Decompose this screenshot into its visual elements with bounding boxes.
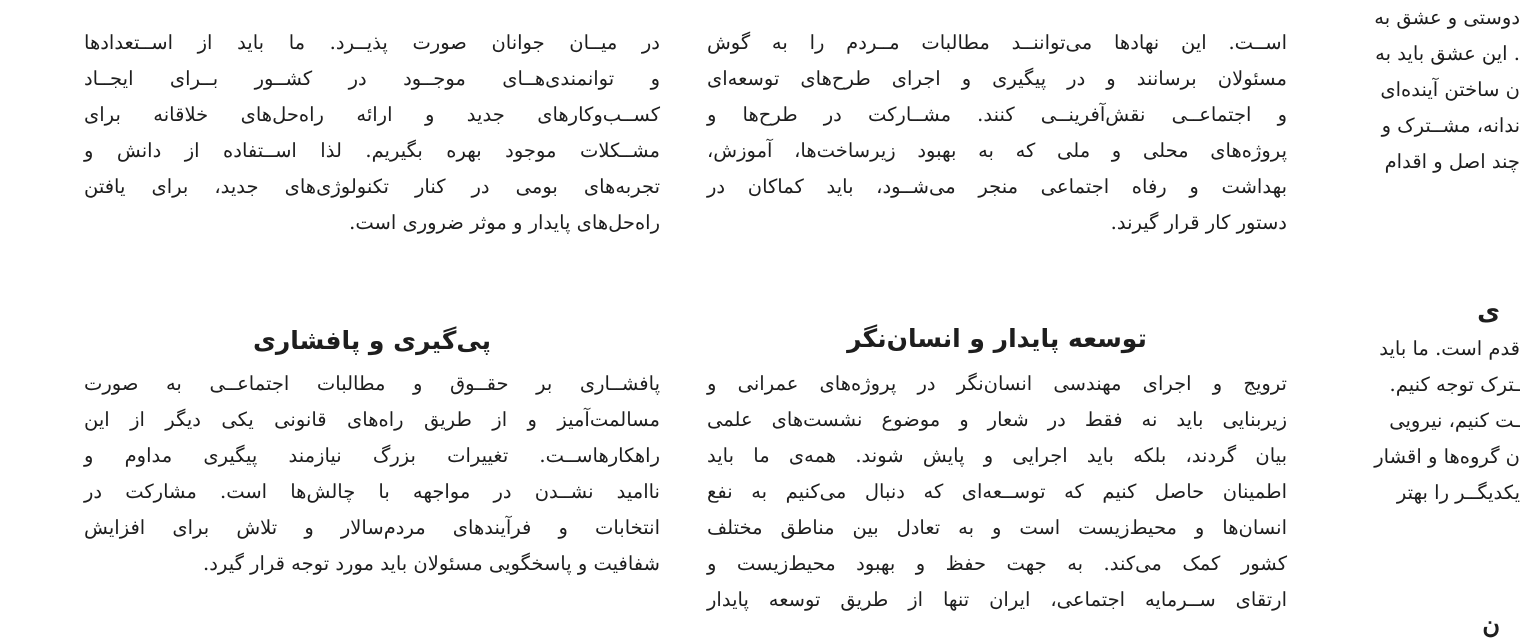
text-line: راه‌حل‌های پایدار و موثر ضروری است. bbox=[349, 211, 660, 234]
text-line: در میــان جوانان صورت پذیــرد. ما باید از اســتعدادها bbox=[84, 31, 660, 54]
text-line: پافشــاری بر حقــوق و مطالبات اجتماعــی به صورت bbox=[84, 372, 660, 395]
text-line: مسئولان برسانند و در پیگیری و اجرای طرح‌های توسعه‌ای bbox=[707, 67, 1287, 90]
heading-right-fragment: ی bbox=[1477, 297, 1500, 326]
text-line: انتخابات و فرآیندهای مردم‌سالار و تلاش برای افزایش bbox=[84, 516, 660, 539]
text-line: زیربنایی باید نه فقط در شعار و موضوع نشست‌های علمی bbox=[707, 408, 1287, 431]
text-line: ـت کنیم، نیرویی bbox=[1389, 409, 1520, 432]
text-line: ن ساختن آینده‌ای bbox=[1380, 78, 1520, 101]
text-line: ن گروه‌ها و اقشار bbox=[1374, 445, 1520, 468]
text-line: کســب‌وکارهای جدید و ارائه راه‌حل‌های خلاقانه برای bbox=[84, 103, 660, 126]
text-line: شفافیت و پاسخگویی مسئولان باید مورد توجه قرار گیرد. bbox=[203, 552, 660, 575]
cut-off-heading-fragment: ن bbox=[1482, 610, 1500, 639]
text-line: و اجتماعــی نقش‌آفرینــی کنند. مشــارکت در طرح‌ها و bbox=[707, 103, 1287, 126]
text-line: ناامید نشــدن در مواجهه با چالش‌ها است. مشارکت در bbox=[84, 480, 660, 503]
text-line: چند اصل و اقدام bbox=[1384, 150, 1520, 173]
right-column-bottom-fragment bbox=[1300, 331, 1520, 511]
text-line: بیان گردند، بلکه باید اجرایی و پایش شوند. همه‌ی ما باید bbox=[707, 444, 1287, 467]
text-line: انسان‌ها و محیط‌زیست است و به تعادل بین مناطق مختلف bbox=[707, 516, 1287, 539]
middle-column-bottom-text bbox=[707, 366, 1287, 618]
text-line: دستور کار قرار گیرند. bbox=[1110, 211, 1287, 234]
heading-persistence: پی‌گیری و پافشاری bbox=[252, 326, 492, 355]
text-line: تجربه‌های بومی در کنار تکنولوژی‌های جدید، برای یافتن bbox=[84, 175, 660, 198]
text-line: اطمینان حاصل کنیم که توســعه‌ای که دنبال می‌کنیم به نفع bbox=[707, 480, 1287, 503]
heading-sustainable-development: توسعه پایدار و انسان‌نگر bbox=[847, 324, 1147, 353]
text-line: ارتقای ســرمایه اجتماعی، ایران تنها از طریق توسعه پایدار bbox=[707, 588, 1287, 611]
text-line: قدم است. ما باید bbox=[1379, 337, 1520, 360]
text-line: پروژه‌های محلی و ملی که به بهبود زیرساخت‌ها، آموزش، bbox=[707, 139, 1287, 162]
text-line: دوستی و عشق به bbox=[1374, 6, 1520, 29]
text-line: راهکارهاســت. تغییرات بزرگ نیازمند پیگیری مداوم و bbox=[84, 444, 660, 467]
right-column-top-fragment bbox=[1300, 0, 1520, 180]
text-line: ندانه، مشــترک و bbox=[1381, 114, 1520, 137]
text-line: مسالمت‌آمیز و از طریق راه‌های قانونی یکی دیگر از این bbox=[84, 408, 660, 431]
text-line: مشــکلات موجود بهره بگیریم. لذا اســتفاده از دانش و bbox=[84, 139, 660, 162]
text-line: بهداشت و رفاه اجتماعی منجر می‌شــود، باید کماکان در bbox=[707, 175, 1287, 198]
text-line: کشور کمک می‌کند. به جهت حفظ و بهبود محیط‌زیست و bbox=[707, 552, 1287, 575]
text-line: اســت. این نهادها می‌تواننــد مطالبات مــردم را به گوش bbox=[707, 31, 1287, 54]
text-line: یکدیگــر را بهتر bbox=[1396, 481, 1520, 504]
left-column-top-text bbox=[84, 25, 660, 241]
text-line: و توانمندی‌هــای موجــود در کشــور بــرای ایجــاد bbox=[84, 67, 660, 90]
left-column-bottom-text bbox=[84, 366, 660, 582]
middle-column-top-text bbox=[707, 25, 1287, 241]
text-line: . این عشق باید به bbox=[1375, 42, 1520, 65]
text-line: ـترک توجه کنیم. bbox=[1389, 373, 1520, 396]
text-line: ترویج و اجرای مهندسی انسان‌نگر در پروژه‌های عمرانی و bbox=[707, 372, 1287, 395]
